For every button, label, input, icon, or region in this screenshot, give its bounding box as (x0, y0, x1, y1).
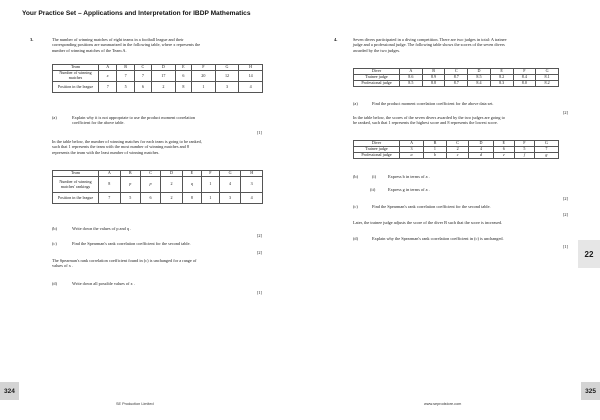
table-cell: 1 (201, 177, 219, 193)
table-cell: g (534, 153, 558, 159)
q3-part-c-label: (c) (52, 241, 57, 246)
table-header: E (182, 171, 201, 177)
q3-part-c: Find the Spearman's rank correlation coefficient for the second table. (72, 241, 191, 246)
q3-mid-line: such that 1 represents the team with the most number of winning matches and 8 (52, 144, 189, 150)
table-header: D (161, 171, 183, 177)
q3-table-2 (52, 170, 263, 204)
page-number-left: 324 (0, 382, 19, 400)
table-cell: 4 (469, 147, 493, 153)
table-cell: 8.7 (445, 75, 468, 81)
table-cell: b (424, 153, 447, 159)
q4-part-b-i-label: (i) (372, 174, 377, 179)
table-cell: 6 (175, 71, 191, 82)
q4-part-d-label: (d) (353, 236, 359, 241)
q3-number: 3. (30, 37, 34, 42)
q3-part-d-mark: [1] (257, 290, 263, 295)
table-cell: 5 (117, 82, 134, 93)
q3-intro-line: corresponding positions are summarized in the following table, where x represents the (52, 42, 201, 48)
table-cell: e (493, 153, 514, 159)
table-cell: 8.2 (536, 81, 559, 87)
table-cell: x (99, 71, 117, 82)
table-cell: 2 (446, 147, 469, 153)
table-header: B (422, 69, 445, 75)
table-header: B (120, 171, 140, 177)
row-label: Trainee judge (354, 75, 400, 81)
table-cell: 1 (201, 193, 219, 204)
table-cell: 8.3 (490, 81, 513, 87)
q3-part-c-mark: [2] (257, 250, 263, 255)
table-cell: 2 (161, 177, 183, 193)
table-cell: 7 (99, 193, 121, 204)
table-cell: 3 (215, 82, 239, 93)
q4-part-b-i: Express b in terms of a . (388, 174, 430, 179)
table-cell: 7 (534, 147, 558, 153)
table-header: F (192, 65, 216, 71)
table-cell: 8 (182, 193, 201, 204)
publisher: SE Production Limited (116, 402, 154, 406)
table-cell: 8.8 (422, 81, 445, 87)
table-cell: 20 (192, 71, 216, 82)
table-header: C (446, 141, 469, 147)
table-cell: 8.4 (513, 75, 536, 81)
table-header: C (134, 65, 151, 71)
table-header: E (175, 65, 191, 71)
page-number-right: 325 (581, 382, 600, 400)
row-label: Position in the league (53, 193, 99, 204)
q4-part-b-ii: Express g in terms of a . (388, 187, 430, 192)
q3-table-1 (52, 64, 263, 93)
table-cell: 8.9 (422, 75, 445, 81)
q4-part-b-mark: [2] (563, 196, 569, 201)
question-4 (300, 0, 600, 420)
q3-part-a-label: (a) (52, 115, 57, 120)
q4-part-a: Find the product moment correlation coefficient for the above data set. (372, 101, 494, 106)
table-cell: 12 (215, 71, 239, 82)
table-cell: p (140, 177, 160, 193)
table-cell: 4 (239, 82, 263, 93)
table-header: H (239, 65, 263, 71)
table-cell: f (514, 153, 534, 159)
q4-part-c: Find the Spearman's rank correlation coefficient for the second table. (372, 204, 491, 209)
table-header: Diver (354, 141, 400, 147)
table-cell: 7 (117, 71, 134, 82)
table-cell: d (469, 153, 493, 159)
q4-part-a-label: (a) (353, 101, 358, 106)
table-cell: 3 (241, 177, 263, 193)
q4-intro-line: Seven divers participated in a diving competition. There are two judges in total: A trainee (353, 37, 507, 42)
q4-intro-line: awarded by the two judges. (353, 47, 401, 53)
table-cell: 8.5 (400, 81, 423, 87)
table-cell: 8.1 (536, 75, 559, 81)
table-header: Team (53, 65, 99, 71)
table-cell: 14 (239, 71, 263, 82)
row-label: Professional judge (354, 153, 400, 159)
q4-mid-line: In the table below, the scores of the seven divers awarded by the two judges are going to (353, 115, 505, 120)
table-cell: 6 (493, 147, 514, 153)
row-label: Number of winning matches' rankings (53, 177, 99, 193)
table-header: B (117, 65, 134, 71)
q3-part-a-line: Explain why it is not appropriate to use the product moment correlation (72, 115, 196, 120)
q3-part-d-label: (d) (52, 281, 58, 286)
q3-part-a-line: coefficient for the above table. (72, 120, 125, 126)
table-cell: 3 (219, 193, 241, 204)
q4-part-c-label: (c) (353, 204, 358, 209)
q4-part-d: Explain why the Spearman's rank correlation coefficient in (c) is unchanged. (372, 236, 504, 241)
table-header: G (219, 171, 241, 177)
table-cell: 8 (99, 177, 121, 193)
table-header: Diver (354, 69, 400, 75)
q3-mid-line: represents the team with the least number of winning matches. (52, 149, 160, 155)
table-cell: 2 (152, 82, 176, 93)
q4-table-1 (353, 68, 559, 87)
table-cell: 6 (140, 193, 160, 204)
table-cell: 5 (120, 193, 140, 204)
table-cell: 1 (192, 82, 216, 93)
table-header: D (468, 69, 491, 75)
table-header: F (201, 171, 219, 177)
q3-unchanged-text (52, 258, 196, 269)
website: www.seprodstore.com (424, 402, 462, 406)
q4-mid-text (353, 115, 505, 126)
q4-intro-line: judge and a professional judge. The following table shows the scores of the seven divers (353, 42, 505, 48)
table-header: F (513, 69, 536, 75)
table-cell: 8 (175, 82, 191, 93)
q3-part-d: Write down all possible values of x . (72, 281, 135, 286)
table-cell: 8.5 (468, 75, 491, 81)
table-header: A (99, 65, 117, 71)
q3-intro-line: The number of winning matches of eight teams in a football league and their (52, 37, 184, 42)
table-cell: 3 (400, 147, 424, 153)
q4-table-2 (353, 140, 559, 159)
table-header: D (469, 141, 493, 147)
table-cell: 1 (424, 147, 447, 153)
q4-number: 4. (334, 37, 338, 42)
q3-unchanged-line: The Spearman's rank correlation coefficient found in (c) is unchanged for a range of (52, 258, 197, 263)
table-header: E (493, 141, 514, 147)
table-cell: 5 (514, 147, 534, 153)
table-header: C (445, 69, 468, 75)
table-header: C (140, 171, 160, 177)
q4-part-a-mark: [2] (563, 110, 569, 115)
row-label: Position in the league (53, 82, 99, 93)
table-header: Team (53, 171, 99, 177)
table-cell: p (120, 177, 140, 193)
q3-intro (52, 37, 200, 53)
q4-part-b-ii-label: (ii) (370, 187, 376, 192)
row-label: Trainee judge (354, 147, 400, 153)
q3-part-b-mark: [2] (257, 233, 263, 238)
table-header: B (424, 141, 447, 147)
row-label: Professional judge (354, 81, 400, 87)
table-cell: q (182, 177, 201, 193)
q3-part-b: Write down the values of p and q . (72, 226, 132, 231)
q4-later-text: Later, the trainee judge adjusts the score of the diver B such that the score is increased. (353, 220, 503, 225)
table-header: G (215, 65, 239, 71)
q3-intro-line: number of winning matches of the Team A. (52, 47, 127, 53)
table-header: F (514, 141, 534, 147)
table-cell: 8.6 (400, 75, 423, 81)
q4-intro (353, 37, 507, 53)
q4-mid-line: be ranked, such that 1 represents the highest score and 8 represents the lowest score. (353, 120, 498, 126)
table-header: A (400, 141, 424, 147)
table-header: A (400, 69, 423, 75)
table-header: D (152, 65, 176, 71)
q3-unchanged-line: values of x . (52, 263, 74, 269)
table-cell: 6 (134, 82, 151, 93)
table-header: G (536, 69, 559, 75)
table-header: E (490, 69, 513, 75)
table-cell: 8.7 (445, 81, 468, 87)
table-cell: c (446, 153, 469, 159)
table-header: H (241, 171, 263, 177)
table-cell: 8.4 (468, 81, 491, 87)
q3-part-a-mark: [1] (257, 130, 263, 135)
chapter-tab: 22 (578, 240, 600, 268)
table-cell: 4 (241, 193, 263, 204)
q3-mid-text (52, 139, 202, 155)
table-header: A (99, 171, 121, 177)
table-cell: 4 (219, 177, 241, 193)
q4-part-d-mark: [1] (563, 244, 569, 249)
table-cell: 7 (99, 82, 117, 93)
table-cell: 8.0 (513, 81, 536, 87)
table-cell: 17 (152, 71, 176, 82)
table-cell: 8.2 (490, 75, 513, 81)
q4-part-c-mark: [2] (563, 212, 569, 217)
q4-part-b-label: (b) (353, 174, 359, 179)
table-cell: 7 (134, 71, 151, 82)
q3-part-a (72, 115, 195, 126)
table-header: G (534, 141, 558, 147)
table-cell: a (400, 153, 424, 159)
book-title: Your Practice Set – Applications and Interpretation for IBDP Mathematics (22, 10, 251, 17)
q3-mid-line: In the table below, the number of winning matches for each team is going to be ranked, (52, 139, 202, 144)
table-cell: 2 (161, 193, 183, 204)
row-label: Number of winning matches (53, 71, 99, 82)
q3-part-b-label: (b) (52, 226, 58, 231)
